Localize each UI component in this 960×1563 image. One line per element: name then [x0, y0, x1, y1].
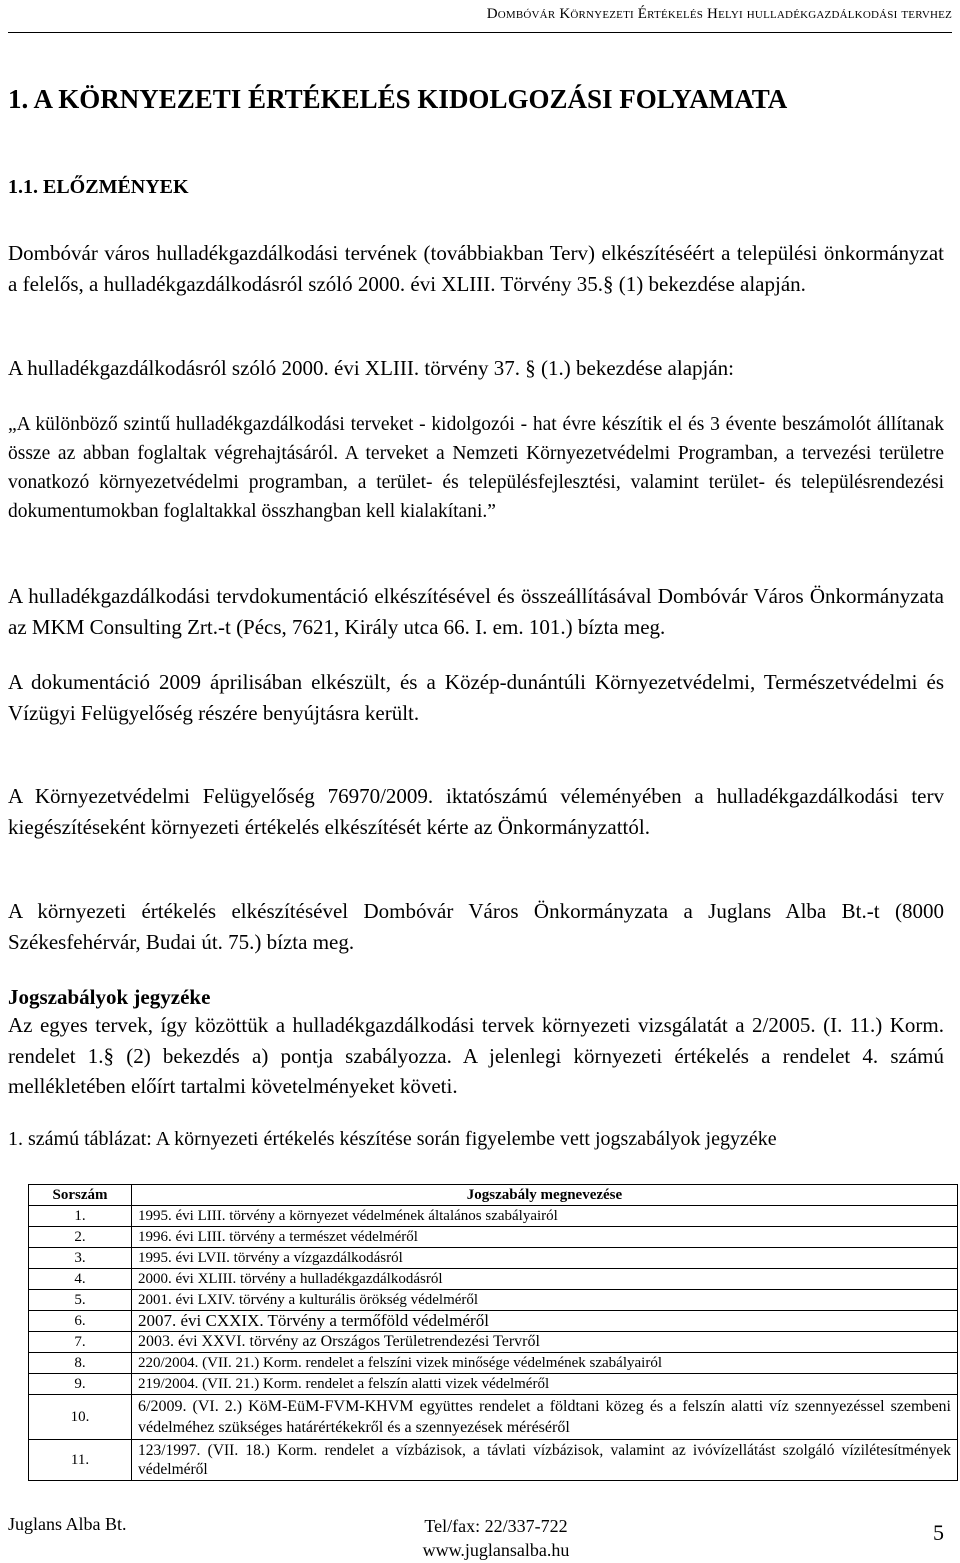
table-row [29, 1227, 958, 1248]
table-header-row [29, 1185, 958, 1206]
paragraph-assignment: A környezeti értékelés elkészítésével Dombóvár Város Önkormányzata a Juglans Alba Bt.-t (8000 Székesfehérvár, Budai út. 75.) bízta meg. [8, 899, 944, 954]
page-number: 5 [933, 1520, 944, 1545]
legislation-list-title: Jogszabályok jegyzéke [8, 985, 211, 1009]
row-number: 6. [29, 1311, 132, 1332]
row-law-name: 6/2009. (VI. 2.) KöM-EüM-FVM-KHVM együttes rendelet a földtani közeg és a felszín alatti víz szennyezéssel szembeni védelméhez szükséges határértékekről és a szennyezések méréséről [132, 1395, 958, 1440]
row-number: 3. [29, 1248, 132, 1269]
row-law-name: 1995. évi LVII. törvény a vízgazdálkodásról [132, 1248, 958, 1269]
row-law-name: 2000. évi XLIII. törvény a hulladékgazdálkodásról [132, 1269, 958, 1290]
row-law-name: 1995. évi LIII. törvény a környezet védelmének általános szabályairól [132, 1206, 958, 1227]
footer-phone: Tel/fax: 22/337-722 [424, 1516, 568, 1536]
row-number: 2. [29, 1227, 132, 1248]
table-row [29, 1395, 958, 1440]
section-heading: 1.1. ELŐZMÉNYEK [8, 176, 189, 198]
footer-company: Juglans Alba Bt. [8, 1514, 127, 1534]
paragraph-regulation: Az egyes tervek, így közöttük a hulladékgazdálkodási tervek környezeti vizsgálatát a 2/2005. (I. 11.) Korm. rendelet 1.§ (2) bekezdés a) pontja szabályozza. A jelenlegi környezeti értékelés a rendelet 4. számú mellékletében előírt tartalmi követelményeket követi. [8, 1013, 944, 1098]
table-row [29, 1374, 958, 1395]
paragraph-consultant: A hulladékgazdálkodási tervdokumentáció elkészítésével és összeállításával Dombóvár Város Önkormányzata az MKM Consulting Zrt.-t (Pécs, 7621, Király utca 66. I. em. 101.) bízta meg. [8, 584, 944, 639]
row-number: 4. [29, 1269, 132, 1290]
legislation-table [28, 1184, 958, 1481]
paragraph-authority-opinion: A Környezetvédelmi Felügyelőség 76970/2009. iktatószámú véleményében a hulladékgazdálkodási terv kiegészítéseként környezeti értékelés elkészítését kérte az Önkormányzattól. [8, 784, 944, 839]
row-number: 5. [29, 1290, 132, 1311]
row-law-name: 2003. évi XXVI. törvény az Országos Területrendezési Tervről [132, 1332, 958, 1353]
row-number: 1. [29, 1206, 132, 1227]
paragraph-law-reference: A hulladékgazdálkodásról szóló 2000. évi XLIII. törvény 37. § (1.) bekezdése alapján: [8, 356, 735, 380]
column-header-number: Sorszám [29, 1185, 132, 1206]
row-number: 10. [29, 1395, 132, 1440]
table-row [29, 1353, 958, 1374]
row-number: 11. [29, 1440, 132, 1481]
table-caption: 1. számú táblázat: A környezeti értékelés készítése során figyelembe vett jogszabályok jegyzéke [8, 1128, 777, 1150]
row-law-name: 219/2004. (VII. 21.) Korm. rendelet a felszín alatti vizek védelméről [132, 1374, 958, 1395]
paragraph-quote: „A különböző szintű hulladékgazdálkodási terveket - kidolgozói - hat évre készítik el és 3 évente beszámolót állítanak össze az abban foglaltak végrehajtásáról. A terveket a Nemzeti Környezetvédelmi Programban, a tervezési területre vonatkozó környezetvédelmi programban, a terület- és településfejlesztési, valamint terület- és településrendezési dokumentumokban foglaltakkal összhangban kell kialakítani.” [8, 414, 944, 522]
paragraph-documentation: A dokumentáció 2009 áprilisában elkészült, és a Közép-dunántúli Környezetvédelmi, Természetvédelmi és Vízügyi Felügyelőség részére benyújtásra került. [8, 670, 944, 725]
page-footer [8, 1514, 952, 1562]
row-law-name: 220/2004. (VII. 21.) Korm. rendelet a felszíni vizek minősége védelmének szabályairól [132, 1353, 958, 1374]
row-number: 9. [29, 1374, 132, 1395]
paragraph-intro: Dombóvár város hulladékgazdálkodási tervének (továbbiakban Terv) elkészítéséért a települési önkormányzat a felelős, a hulladékgazdálkodásról szóló 2000. évi XLIII. Törvény 35.§ (1) bekezdése alapján. [8, 241, 944, 296]
footer-contact [396, 1514, 596, 1562]
table-row [29, 1440, 958, 1481]
chapter-heading: 1. A KÖRNYEZETI ÉRTÉKELÉS KIDOLGOZÁSI FOLYAMATA [8, 84, 788, 114]
row-law-name: 1996. évi LIII. törvény a természet védelméről [132, 1227, 958, 1248]
table-row [29, 1332, 958, 1353]
row-number: 7. [29, 1332, 132, 1353]
table-row [29, 1290, 958, 1311]
column-header-name: Jogszabály megnevezése [132, 1185, 958, 1206]
row-number: 8. [29, 1353, 132, 1374]
row-law-name: 2007. évi CXXIX. Törvény a termőföld védelméről [132, 1311, 958, 1332]
table-row [29, 1311, 958, 1332]
running-header: Dombóvár Környezeti Értékelés Helyi hulladékgazdálkodási tervhez [8, 6, 952, 33]
table-row [29, 1248, 958, 1269]
table-row [29, 1269, 958, 1290]
row-law-name: 123/1997. (VII. 18.) Korm. rendelet a vízbázisok, a távlati vízbázisok, valamint az ivóvízellátást szolgáló vízilétesítmények védelméről [132, 1440, 958, 1481]
table-row [29, 1206, 958, 1227]
footer-website: www.juglansalba.hu [422, 1540, 570, 1560]
row-law-name: 2001. évi LXIV. törvény a kulturális örökség védelméről [132, 1290, 958, 1311]
